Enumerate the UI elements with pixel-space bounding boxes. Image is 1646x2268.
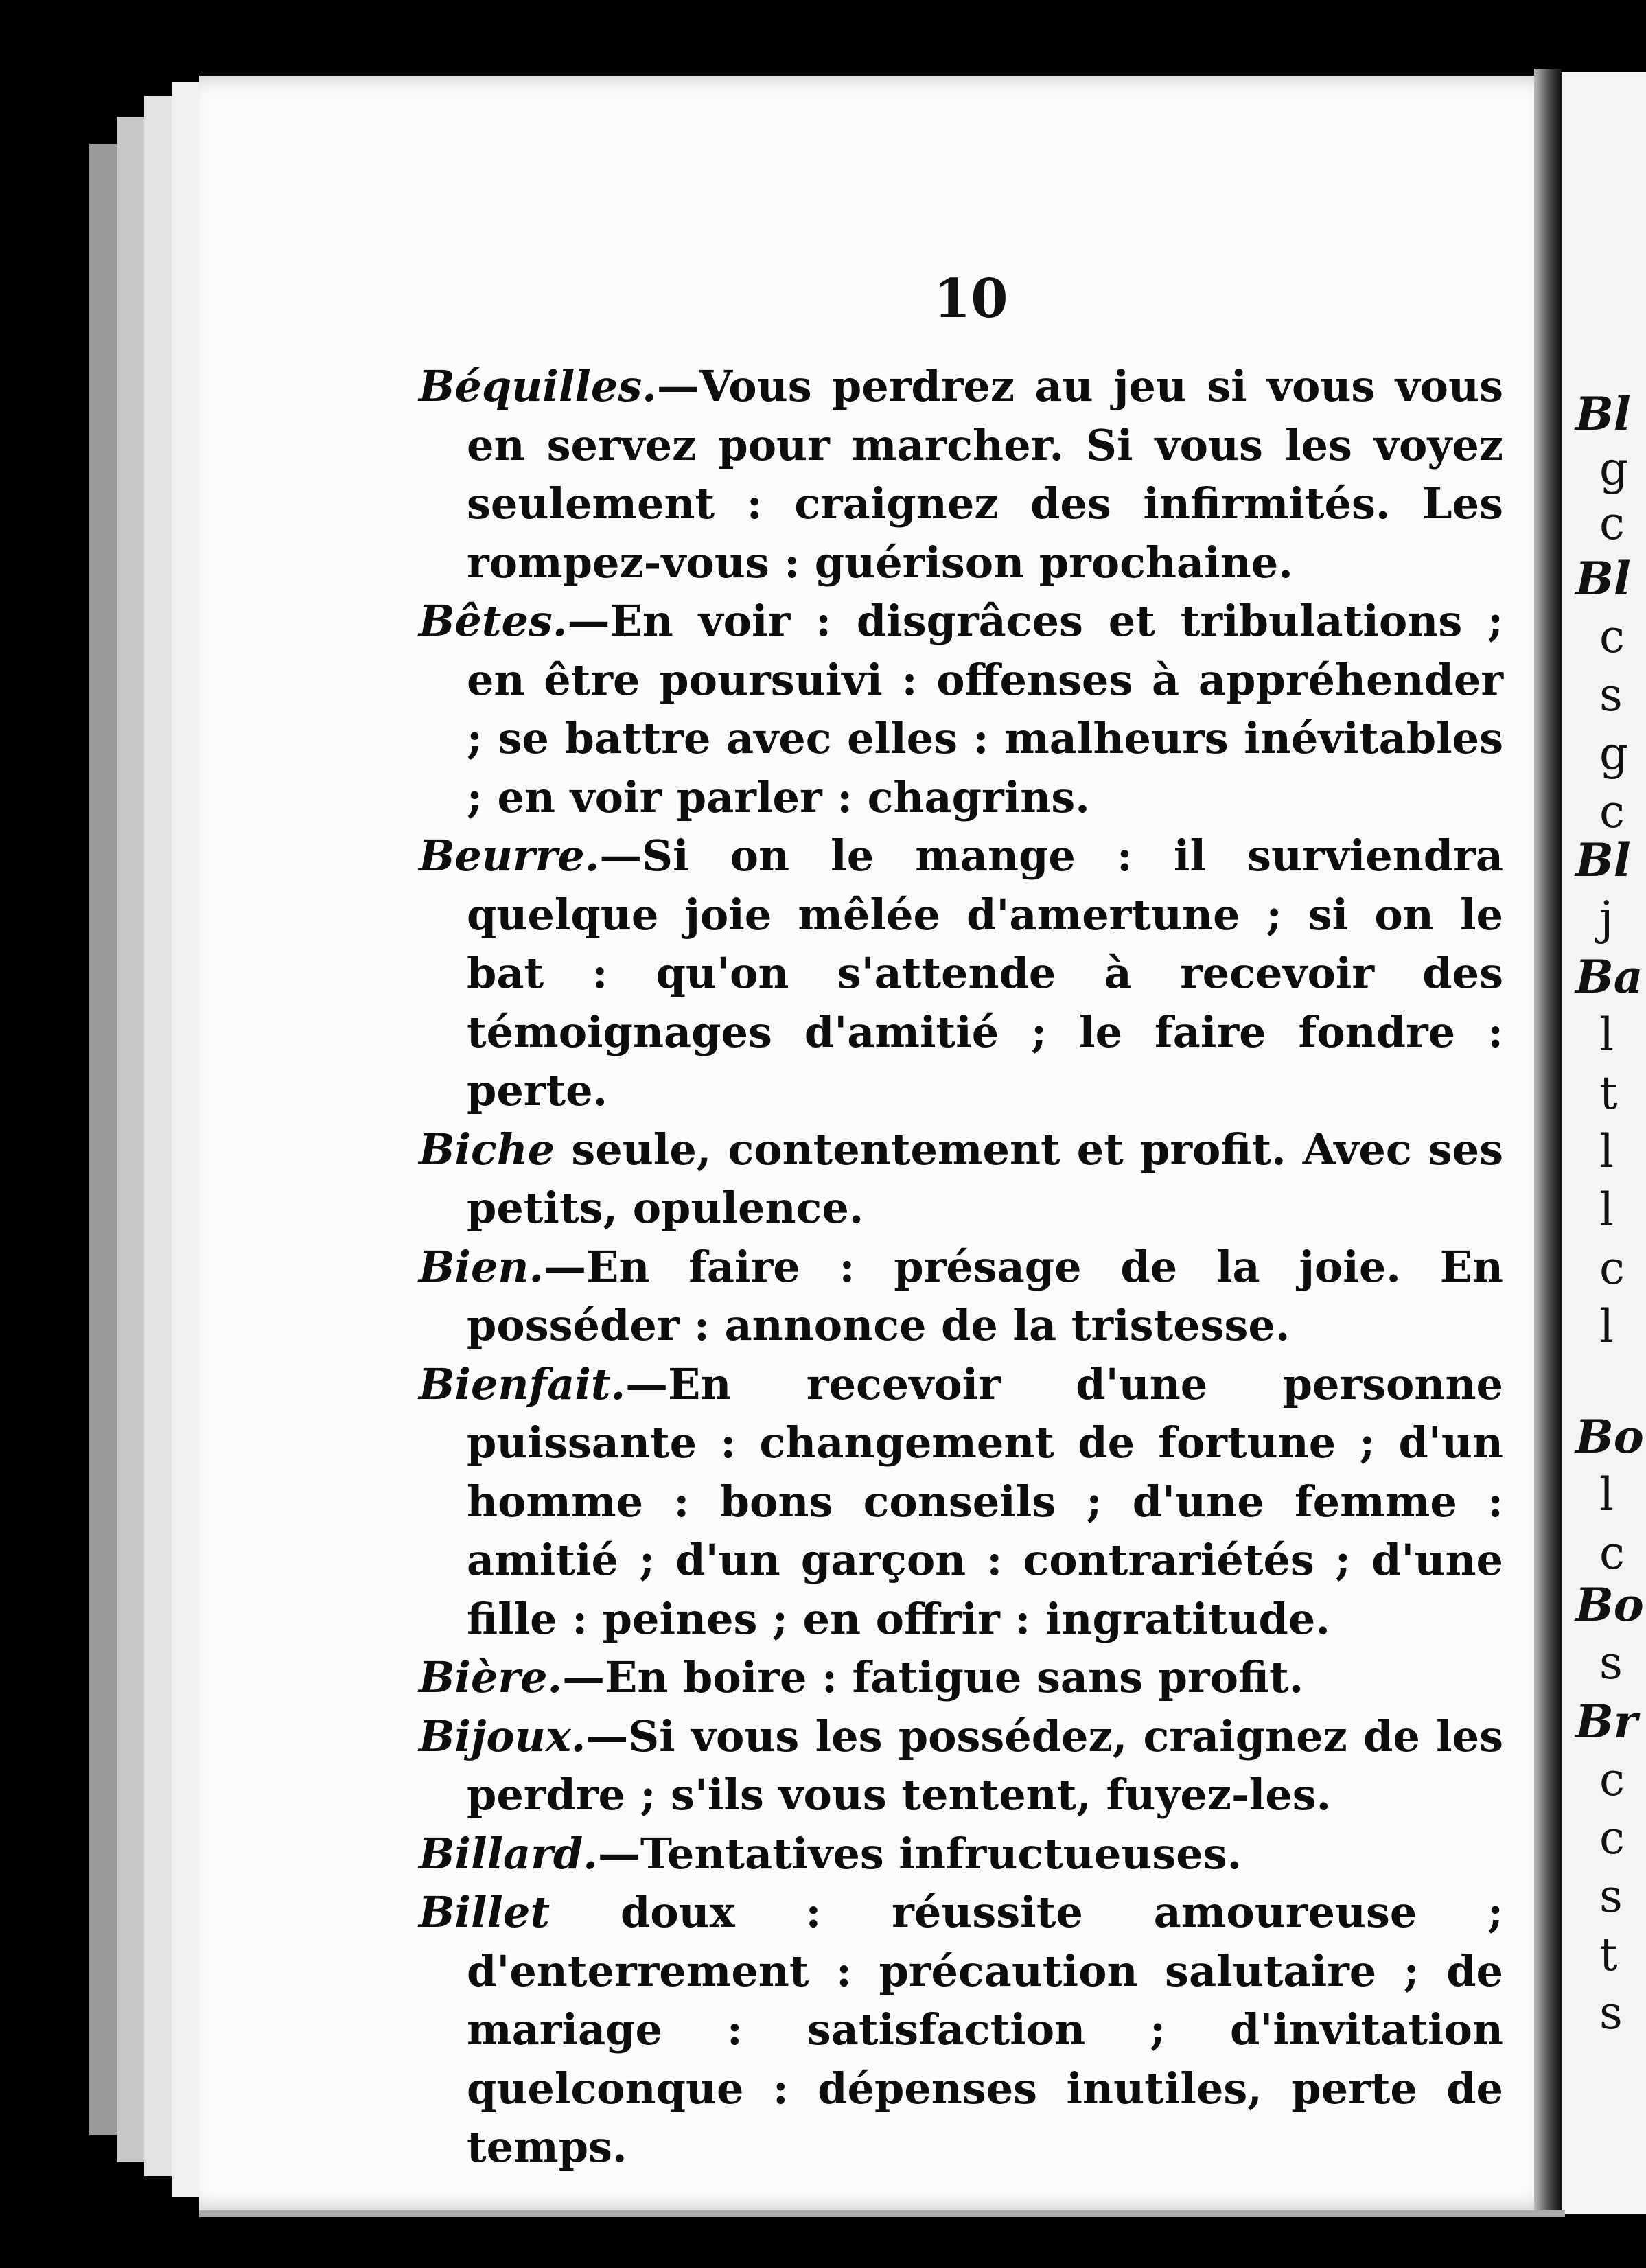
facing-page [1562, 72, 1646, 2214]
entry-headword: Bière. [419, 1652, 563, 1702]
dictionary-entry [419, 1238, 1503, 1355]
entry-headword: Bienfait. [419, 1358, 626, 1409]
facing-fragment: s [1599, 1636, 1623, 1689]
dictionary-entry [419, 357, 1503, 592]
entry-definition: seule, contentement et profit. Avec ses petits, opulence. [467, 1124, 1503, 1233]
entry-headword: Billet [419, 1887, 550, 1937]
facing-fragment: s [1599, 1870, 1623, 1923]
facing-fragment: s [1599, 669, 1623, 721]
facing-fragment: t [1599, 1928, 1618, 1981]
facing-fragment: s [1599, 1987, 1623, 2039]
page-bottom-edge [199, 2210, 1565, 2217]
dictionary-entry [419, 1707, 1503, 1825]
facing-fragment: j [1599, 892, 1614, 945]
facing-fragment: l [1599, 1008, 1614, 1061]
facing-fragment: c [1599, 785, 1625, 838]
entry-definition: —Si vous les possédez, craignez de les perdre ; s'ils vous tentent, fuyez-les. [467, 1711, 1503, 1820]
facing-fragment: c [1599, 1812, 1625, 1864]
dictionary-entry [419, 1883, 1503, 2177]
facing-fragment: c [1599, 610, 1625, 663]
facing-fragment: l [1599, 1300, 1614, 1353]
dictionary-entry [419, 1825, 1503, 1884]
book-gutter [1534, 69, 1562, 2217]
facing-fragment: c [1599, 497, 1625, 550]
entry-headword: Béquilles. [419, 361, 657, 411]
entry-definition: —En voir : disgrâces et tribulations ; en être poursuivi : offenses à appréhender ; se battre avec elles : malheurs inévitables ; en voir parler : chagrins. [467, 596, 1503, 822]
facing-fragment: Br [1575, 1695, 1638, 1748]
dictionary-entry [419, 1648, 1503, 1707]
dictionary-entry [419, 1355, 1503, 1649]
dictionary-entry [419, 592, 1503, 826]
entry-definition: —Si on le mange : il surviendra quelque joie mêlée d'amertune ; si on le bat : qu'on s'attende à recevoir des témoignages d'amitié ; le faire fondre : perte. [467, 831, 1503, 1115]
facing-fragment: Ba [1575, 950, 1643, 1004]
facing-fragment: c [1599, 1753, 1625, 1806]
facing-fragment: Bl [1575, 552, 1631, 605]
entry-headword: Bêtes. [419, 596, 568, 646]
facing-fragment: g [1599, 442, 1629, 495]
entry-headword: Billard. [419, 1828, 598, 1879]
facing-fragment: l [1599, 1125, 1614, 1178]
facing-fragment: Bl [1575, 387, 1631, 441]
facing-fragment: l [1599, 1468, 1614, 1521]
entry-headword: Biche [419, 1124, 555, 1174]
entry-definition: —Vous perdrez au jeu si vous vous en servez pour marcher. Si vous les voyez seulement : craignez des infirmités. Les rompez-vous : guérison prochaine. [467, 361, 1503, 588]
dictionary-text [419, 357, 1503, 2177]
entry-definition: —En faire : présage de la joie. En posséder : annonce de la tristesse. [467, 1241, 1503, 1350]
facing-fragment: g [1599, 727, 1629, 780]
facing-fragment: Bl [1575, 833, 1631, 887]
facing-fragment: Bo [1575, 1578, 1644, 1632]
facing-fragment: t [1599, 1067, 1618, 1120]
entry-headword: Beurre. [419, 831, 600, 881]
facing-fragment: c [1599, 1242, 1625, 1295]
entry-definition: —En boire : fatigue sans profit. [562, 1652, 1304, 1702]
entry-definition: —En recevoir d'une personne puissante : changement de fortune ; d'un homme : bons conseils ; d'une femme : amitié ; d'un garçon : contrariétés ; d'une fille : peines ; en offrir : ingratitude. [467, 1358, 1503, 1644]
facing-fragment: Bo [1575, 1410, 1644, 1463]
facing-fragment: l [1599, 1183, 1614, 1236]
entry-headword: Bien. [419, 1241, 544, 1292]
entry-definition: —Tentatives infructueuses. [597, 1828, 1242, 1879]
entry-definition: doux : réussite amoureuse ; d'enterrement : précaution salutaire ; de mariage : satisfaction ; d'invitation quelconque : dépenses inutiles, perte de temps. [467, 1887, 1503, 2172]
facing-fragment: c [1599, 1527, 1625, 1579]
dictionary-entry [419, 1120, 1503, 1238]
entry-headword: Bijoux. [419, 1711, 586, 1761]
page-number: 10 [934, 268, 1008, 330]
dictionary-entry [419, 826, 1503, 1120]
